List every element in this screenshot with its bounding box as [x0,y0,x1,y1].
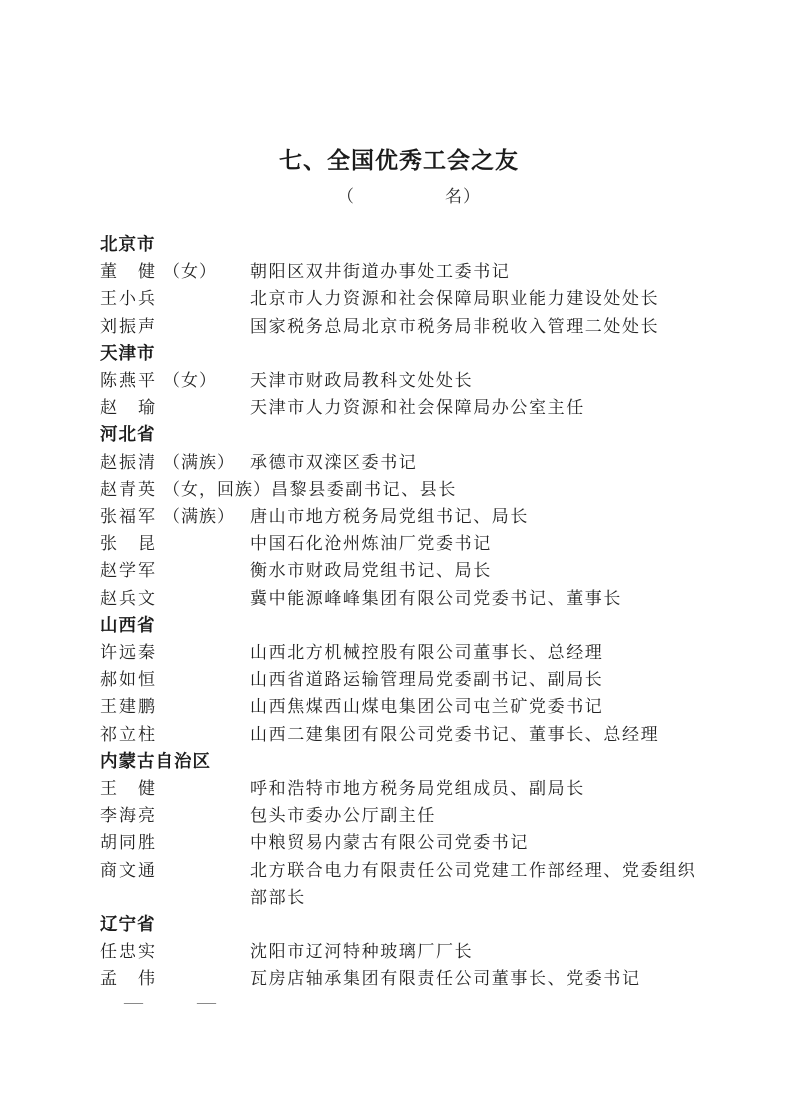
province-header: 山西省 [100,614,156,635]
awardee-name: 赵振清 [100,452,157,472]
awardee-job-title: 山西焦煤西山煤电集团公司屯兰矿党委书记 [250,697,604,717]
awardee-row [100,258,700,285]
awardee-qualifier: （满族） [163,452,235,472]
province-section [100,231,700,340]
province-section [100,340,700,422]
awardee-name: 赵兵文 [100,588,157,608]
awardee-row [100,449,700,476]
awardee-row [100,829,700,856]
awardee-row [100,802,700,829]
province-header: 北京市 [100,234,156,254]
awardee-job-title: 沈阳市辽河特种玻璃厂厂长 [250,942,474,962]
province-header: 河北省 [100,424,156,445]
province-entries [100,938,700,992]
province-entries [100,367,700,421]
awardee-row [100,530,700,557]
awardee-name: 赵学军 [100,561,157,581]
awardee-row [100,476,700,503]
awardee-name: 张福军 [100,507,157,527]
awardee-job-title: 山西北方机械控股有限公司董事长、总经理 [250,643,604,663]
awardee-job-title: 中国石化沧州炼油厂党委书记 [250,534,492,554]
page-number-dash-left: — [124,992,143,1013]
awardee-job-title: 北方联合电力有限责任公司党建工作部经理、党委组织部部长 [250,860,697,907]
awardee-row [100,857,700,911]
province-section [100,911,700,993]
awardee-name: 任忠实 [100,942,157,962]
awardee-name: 王 健 [100,779,157,799]
awardee-job-title: 呼和浩特市地方税务局党组成员、副局长 [250,779,585,799]
awardee-job-title: 北京市人力资源和社会保障局职业能力建设处处长 [250,289,660,309]
awardee-row [100,367,700,394]
province-section [100,421,700,611]
awardee-qualifier: （满族） [163,507,235,527]
awardee-job-title: 朝阳区双井街道办事处工委书记 [250,262,511,282]
award-list [100,231,700,993]
awardee-name: 李海亮 [100,806,157,826]
awardee-row [100,557,700,584]
awardee-job-title: 国家税务总局北京市税务局非税收入管理二处处长 [250,316,660,336]
awardee-job-title: 唐山市地方税务局党组书记、局长 [250,507,529,527]
awardee-row [100,693,700,720]
awardee-job-title: 瓦房店轴承集团有限责任公司董事长、党委书记 [250,969,641,989]
awardee-name: 刘振声 [100,316,157,336]
awardee-row [100,721,700,748]
awardee-row [100,666,700,693]
awardee-name: 商文通 [100,860,157,880]
province-entries [100,258,700,340]
awardee-name: 赵 瑜 [100,398,157,418]
awardee-job-title: 天津市人力资源和社会保障局办公室主任 [250,398,585,418]
awardee-row [100,938,700,965]
awardee-job-title: 包头市委办公厅副主任 [250,806,436,826]
awardee-qualifier: （女） [163,371,217,391]
awardee-name: 祁立柱 [100,724,157,744]
awardee-name: 赵青英 [100,479,157,499]
awardee-row [100,394,700,421]
awardee-row [100,503,700,530]
page-subtitle: （ 名） [337,187,481,206]
awardee-job-title: 中粮贸易内蒙古有限公司党委书记 [250,833,529,853]
province-entries [100,639,700,748]
awardee-qualifier: （女，回族） [163,479,271,499]
awardee-name: 郝如恒 [100,670,157,690]
awardee-job-title: 山西二建集团有限公司党委书记、董事长、总经理 [250,724,660,744]
province-section [100,748,700,911]
page-title: 七、全国优秀工会之友 [279,148,519,173]
awardee-name: 王建鹏 [100,697,157,717]
province-header: 辽宁省 [100,914,156,935]
awardee-row [100,585,700,612]
awardee-name: 陈燕平 [100,371,157,391]
page-number-dash-right: — [197,992,216,1013]
province-entries [100,449,700,612]
awardee-qualifier: （女） [163,262,217,282]
awardee-row [100,313,700,340]
awardee-job-title: 承德市双滦区委书记 [250,452,418,472]
awardee-name: 张 昆 [100,534,157,554]
awardee-name: 许远秦 [100,643,157,663]
awardee-row [100,775,700,802]
awardee-row [100,639,700,666]
awardee-name: 王小兵 [100,289,157,309]
awardee-name: 孟 伟 [100,969,157,989]
province-entries [100,775,700,911]
awardee-job-title: 昌黎县委副书记、县长 [271,479,457,499]
province-header: 天津市 [100,342,156,363]
awardee-name: 胡同胜 [100,833,157,853]
awardee-job-title: 衡水市财政局党组书记、局长 [250,561,492,581]
awardee-job-title: 天津市财政局教科文处处长 [250,371,474,391]
awardee-job-title: 冀中能源峰峰集团有限公司党委书记、董事长 [250,588,622,608]
province-section [100,612,700,748]
awardee-job-title: 山西省道路运输管理局党委副书记、副局长 [250,670,604,690]
awardee-name: 董 健 [100,262,157,282]
province-header: 内蒙古自治区 [100,750,211,771]
page-number [0,989,798,1016]
awardee-row [100,285,700,312]
